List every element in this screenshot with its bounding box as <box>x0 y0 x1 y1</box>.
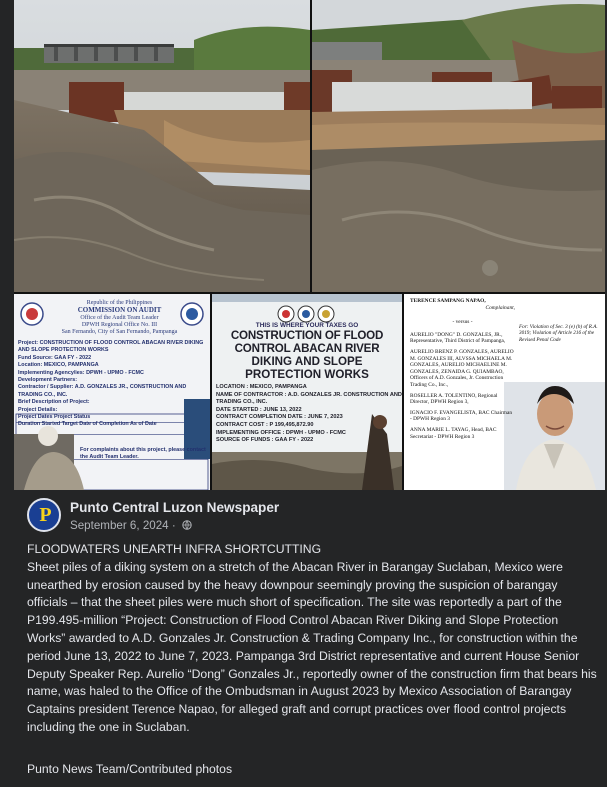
post-meta <box>70 519 192 532</box>
respondent-4: IGNACIO F. EVANGELISTA, BAC Chairman - DPWH Region 3 <box>410 409 513 423</box>
banner-line-1: CONSTRUCTION OF FLOOD CONTROL ABACAN RIVER <box>230 329 384 355</box>
respondent-3: ROSELLER A. TOLENTINO, Regional Director, DPWH Region 3, <box>410 392 498 406</box>
post-date[interactable]: September 6, 2024 <box>70 519 169 532</box>
coa-project-info <box>18 340 206 462</box>
complaint-parties <box>410 298 515 440</box>
banner-location: LOCATION : MEXICO, PAMPANGA <box>216 384 307 390</box>
coa-location: Location: MEXICO, PAMPANGA <box>18 362 99 369</box>
banner-funds: SOURCE OF FUNDS : GAA FY - 2022 <box>216 437 314 444</box>
meta-separator: · <box>168 519 179 532</box>
coa-fund: Fund Source: GAA FY - 2022 <box>18 354 92 361</box>
post-credit: Punto News Team/Contributed photos <box>27 762 233 776</box>
banner-office: IMPLEMENTING OFFICE : DPWH - UPMO - FCMC <box>216 429 346 436</box>
coa-agencies: Implementing Agency/ies: DPWH - UPMO - FCMC <box>18 369 144 376</box>
banner-info <box>216 384 402 445</box>
banner-contractor: NAME OF CONTRACTOR : A.D. GONZALES JR. CONSTRUCTION AND TRADING CO., INC. <box>216 391 402 406</box>
page-avatar[interactable] <box>27 498 61 532</box>
respondent-1: AURELIO "DONG" D. GONZALES, JR., Representative, Third District of Pampanga, <box>410 331 506 345</box>
post-paragraph: Sheet piles of a diking system on a stretch of the Abacan River in Barangay Suclaban, Mexico were unearthed by erosion caused by the heavy downpour seemingly proving the suspicion of barangay officials – that the sheet piles were much short of specification. The site was reportedly a part of the P199.495-million “Project: Construction of Flood Control Abacan River Diking and Slope Protection Works” awarded to A.D. Gonzales Jr. Construction & Trading Company Inc., for construction within the period June 13, 2022 to June 7, 2023. Pampanga 3rd District representative and current House Senior Deputy Speaker Rep. Aurelio “Dong” Gonzales Jr., reportedly owner of the construction firm that bears his name, was haled to the Office of the Ombudsman in August 2023 by Mexico Association of Barangay Captains president Terence Napao, for alleged graft and corrupt practices over flood control projects including the one in Suclaban. <box>27 559 597 734</box>
post-body <box>27 541 597 737</box>
coa-complaint: For complaints about this project, please contact the Audit Team Leader. <box>80 446 206 461</box>
coa-dates-header: Project Dates Project Status <box>18 414 91 421</box>
logo-letter: P <box>39 504 52 526</box>
coa-dates-row: Duration Started Target Date of Completion As of Date <box>18 421 157 428</box>
photo-project-banner[interactable] <box>212 294 402 490</box>
banner-title <box>212 322 402 381</box>
respondent-2: AURELIO BRENZ P. GONZALES, AURELIO M. GONZALES III, ALVSSA MICHAELA M. GONZALES, AURELIO MICHAELINE M. GONZALES, ZENAIDA G. QUIAMBAO, Officers of A.D. Gonzales, Jr. Construction Trading Co., Inc., <box>410 348 514 388</box>
banner-started: DATE STARTED : JUNE 13, 2022 <box>216 406 302 413</box>
complainant-name: TERENCE SAMPANG NAPAO, <box>410 298 486 304</box>
page-name-link[interactable]: Punto Central Luzon Newspaper <box>70 500 280 515</box>
post-headline: FLOODWATERS UNEARTH INFRA SHORTCUTTING <box>27 542 322 556</box>
versus-label: - versus - <box>452 319 473 326</box>
coa-project: Project: CONSTRUCTION OF FLOOD CONTROL ABACAN RIVER DIKING AND SLOPE PROTECTION WORKS <box>18 340 204 354</box>
banner-top: THIS IS WHERE YOUR TAXES GO <box>255 322 359 329</box>
coa-contractor: Contractor / Supplier: A.D. GONZALES JR., CONSTRUCTION AND TRADING CO., INC. <box>18 384 187 398</box>
coa-partners: Development Partners: <box>18 377 78 384</box>
coa-header <box>32 300 207 336</box>
violation-text: For: Violation of Sec. 3 (e) (h) of R.A. 3019; Violation of Article 216 of the Revised Penal Code <box>519 324 598 343</box>
coa-details: Project Details: <box>18 406 58 413</box>
photo-river-sheet-piles-left[interactable] <box>14 0 310 292</box>
coa-line-1: Republic of the Philippines <box>86 300 153 306</box>
banner-line-2: DIKING AND SLOPE PROTECTION WORKS <box>245 355 369 381</box>
photo-collage[interactable] <box>14 0 605 490</box>
respondent-5: ANNA MARIE L. TAYAG, Head, BAC Secretariat - DPWH Region 3 <box>410 426 497 440</box>
complainant-label: Complainant, <box>485 304 515 311</box>
coa-line-2: COMMISSION ON AUDIT <box>77 306 162 314</box>
photo-coa-project-sign[interactable] <box>14 294 210 490</box>
photo-river-sheet-piles-right[interactable] <box>312 0 605 292</box>
globe-icon[interactable] <box>182 520 192 530</box>
photo-ombudsman-complaint[interactable] <box>404 294 605 490</box>
banner-cost: CONTRACT COST : P 199,495,872.90 <box>216 421 314 428</box>
banner-completion: CONTRACT COMPLETION DATE : JUNE 7, 2023 <box>216 414 343 421</box>
coa-line-4: DPWH Regional Office No. III <box>81 322 158 328</box>
coa-brief: Brief Description of Project: <box>18 399 90 406</box>
coa-line-5: San Fernando, City of San Fernando, Pampanga <box>61 329 178 335</box>
coa-line-3: Office of the Audit Team Leader <box>80 315 159 321</box>
